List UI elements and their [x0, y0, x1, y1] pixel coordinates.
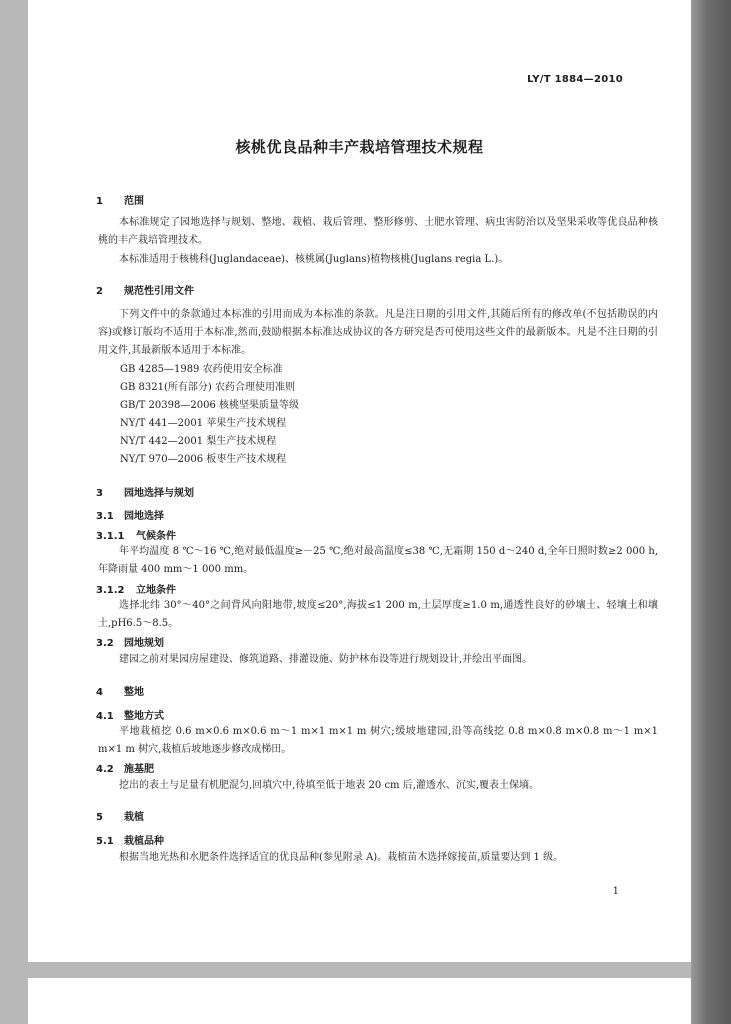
section-3-1-2-heading: 3.1.2 立地条件: [96, 585, 176, 596]
section-2-heading: 2 规范性引用文件: [96, 286, 194, 297]
document-page: [28, 0, 691, 962]
viewer-scroll-gutter[interactable]: [691, 0, 731, 1024]
section-3-1-1-paragraph: 年平均温度 8 ℃～16 ℃,绝对最低温度≥－25 ℃,绝对最高温度≤38 ℃,无霜期 150 d～240 d,全年日照时数≥2 000 h,年降雨量 400 mm～1 000 mm。: [98, 546, 658, 575]
reference-item: NY/T 442—2001 梨生产技术规程: [120, 436, 277, 447]
section-3-1-2-paragraph: 选择北纬 30°～40°之间背风向阳地带,坡度≤20°,海拔≤1 200 m,土层厚度≥1.0 m,通透性良好的砂壤土、轻壤土和壤土,pH6.5～8.5。: [98, 600, 658, 629]
reference-item: GB 4285—1989 农药使用安全标准: [120, 364, 283, 375]
next-page-preview: [28, 978, 691, 1024]
reference-item: NY/T 441—2001 苹果生产技术规程: [120, 418, 287, 429]
section-3-1-heading: 3.1 园地选择: [96, 511, 164, 522]
section-4-1-heading: 4.1 整地方式: [96, 711, 164, 722]
section-3-2-paragraph: 建园之前对果园房屋建设、修筑道路、排灌设施、防护林布设等进行规划设计,并绘出平面图。: [119, 654, 533, 665]
section-1-paragraph-1: 本标准规定了园地选择与规划、整地、栽植、栽后管理、整形修剪、土肥水管理、病虫害防治以及坚果采收等优良品种核桃的丰产栽培管理技术。: [98, 217, 658, 246]
section-4-heading: 4 整地: [96, 687, 144, 698]
section-1-heading: 1 范围: [96, 196, 144, 207]
document-title: 核桃优良品种丰产栽培管理技术规程: [235, 138, 484, 156]
reference-item: GB 8321(所有部分) 农药合理使用准则: [120, 382, 295, 393]
reference-item: NY/T 970—2006 板枣生产技术规程: [120, 454, 287, 465]
reference-item: GB/T 20398—2006 核桃坚果质量等级: [120, 400, 299, 411]
section-5-heading: 5 栽植: [96, 812, 144, 823]
section-4-2-paragraph: 挖出的表土与足量有机肥混匀,回填穴中,待填至低于地表 20 cm 后,灌透水、沉实,覆表土保墒。: [119, 780, 540, 791]
section-2-paragraph-1: 下列文件中的条款通过本标准的引用而成为本标准的条款。凡是注日期的引用文件,其随后所有的修改单(不包括勘误的内容)或修订版均不适用于本标准,然而,鼓励根据本标准达成协议的各方研究是否可使用这些文件的最新版本。凡是不注日期的引用文件,其最新版本适用于本标准。: [98, 309, 658, 356]
section-1-paragraph-2: 本标准适用于核桃科(Juglandaceae)、核桃属(Juglans)植物核桃(Juglans regia L.)。: [119, 254, 509, 265]
standard-code: LY/T 1884—2010: [527, 74, 623, 85]
section-3-heading: 3 园地选择与规划: [96, 488, 194, 499]
section-5-1-heading: 5.1 栽植品种: [96, 836, 164, 847]
section-4-1-paragraph: 平地栽植挖 0.6 m×0.6 m×0.6 m～1 m×1 m×1 m 树穴;缓坡地建园,沿等高线挖 0.8 m×0.8 m×0.8 m～1 m×1 m×1 m 树穴,栽植后坡地逐步修改成梯田。: [98, 726, 658, 755]
page-number: 1: [612, 886, 619, 897]
section-3-1-1-heading: 3.1.1 气候条件: [96, 531, 176, 542]
section-5-1-paragraph: 根据当地光热和水肥条件选择适宜的优良品种(参见附录 A)。栽植苗木选择嫁接苗,质量要达到 1 级。: [119, 852, 564, 863]
section-3-2-heading: 3.2 园地规划: [96, 638, 164, 649]
section-4-2-heading: 4.2 施基肥: [96, 764, 154, 775]
